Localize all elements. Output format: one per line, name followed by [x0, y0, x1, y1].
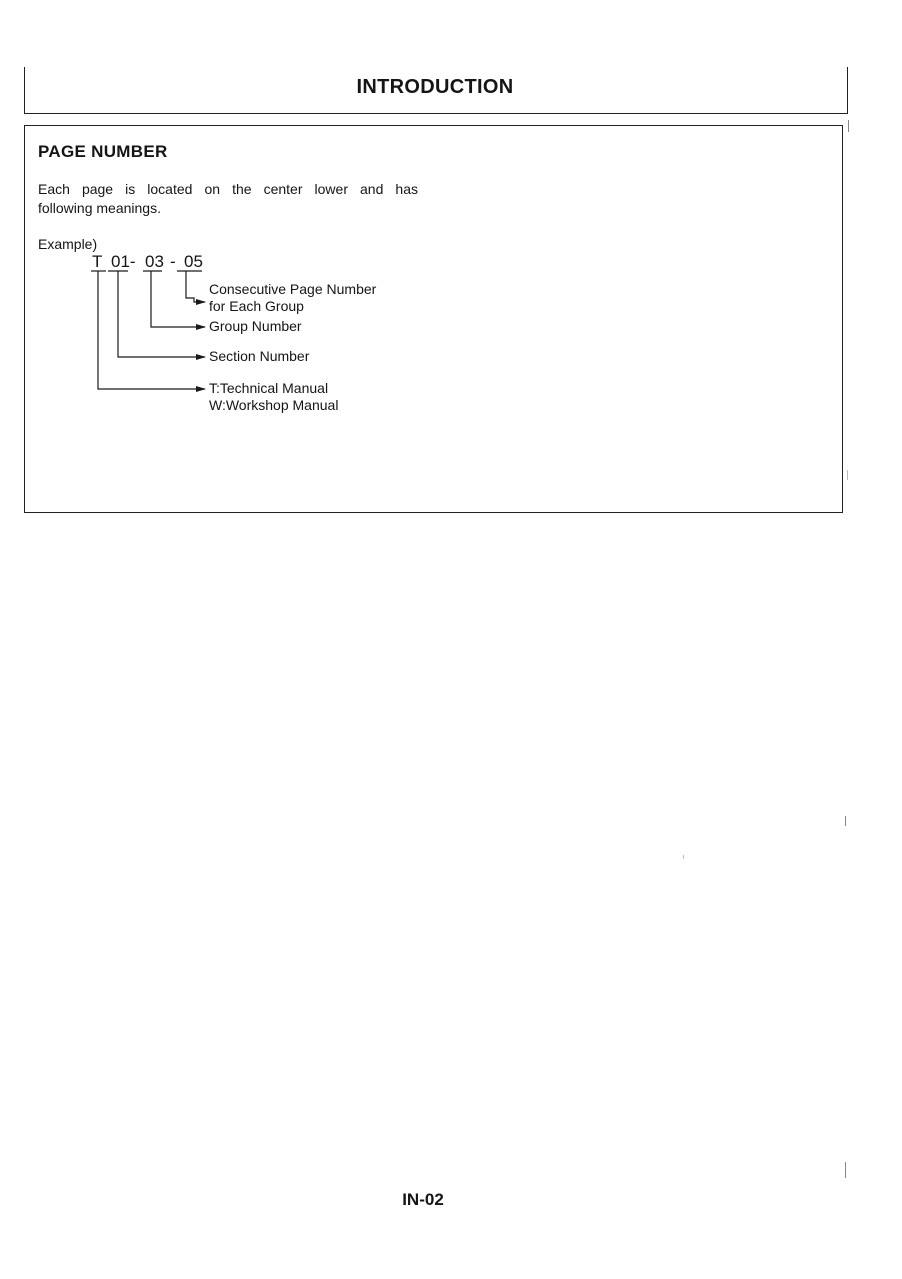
label-section-number: Section Number	[209, 348, 310, 364]
scan-artifact	[845, 816, 846, 826]
scan-artifact	[683, 855, 684, 859]
section-heading: PAGE NUMBER	[38, 142, 168, 161]
label-workshop-manual: W:Workshop Manual	[209, 397, 339, 413]
page-number: IN-02	[402, 1190, 444, 1209]
description-line-2: following meanings.	[38, 200, 161, 216]
label-technical-manual: T:Technical Manual	[209, 380, 329, 396]
connector-group	[151, 271, 205, 327]
label-consecutive-page-number: Consecutive Page Number	[209, 281, 377, 297]
code-section-number: 01-	[111, 252, 136, 271]
code-manual-letter: T	[92, 252, 103, 271]
connector-section	[118, 271, 205, 357]
scan-artifact	[847, 470, 848, 480]
page-title: INTRODUCTION	[356, 76, 514, 98]
example-label: Example)	[38, 236, 98, 252]
code-separator: -	[170, 252, 176, 271]
code-group-number: 03	[145, 252, 164, 271]
scan-artifact	[848, 120, 849, 132]
connector-consecutive	[186, 271, 205, 302]
scan-artifact	[845, 1162, 846, 1178]
code-page-number: 05	[184, 252, 203, 271]
description-line-1: Each page is located on the center lower and has	[38, 181, 418, 197]
label-group-number: Group Number	[209, 318, 302, 334]
label-for-each-group: for Each Group	[209, 298, 304, 314]
